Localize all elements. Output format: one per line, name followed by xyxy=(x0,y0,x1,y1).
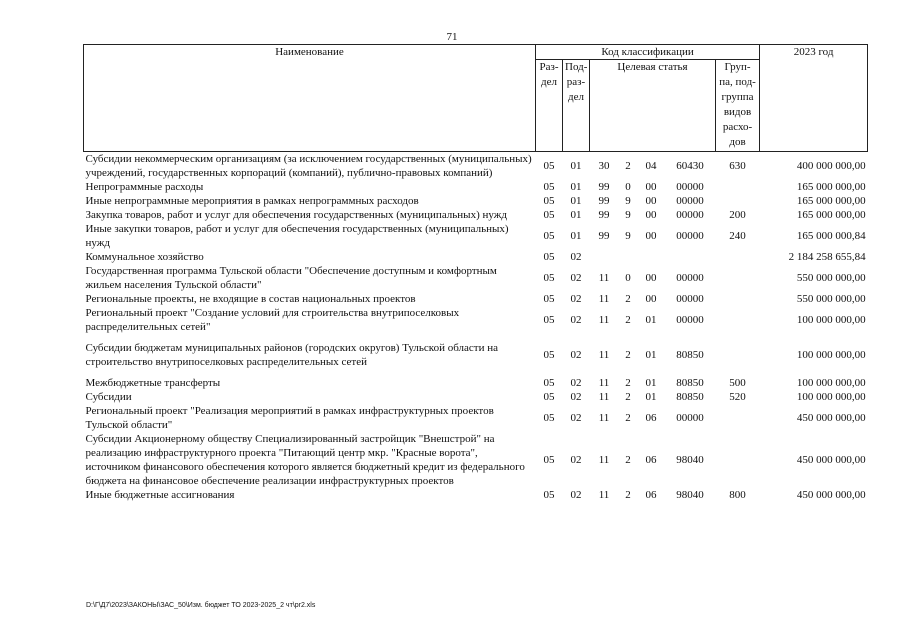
row-target-subprogram: 2 xyxy=(625,377,631,389)
row-amount: 165 000 000,84 xyxy=(796,230,866,242)
row-target-program: 99 xyxy=(598,195,610,207)
row-podrazdel: 01 xyxy=(570,195,582,207)
row-podrazdel: 02 xyxy=(570,272,582,284)
row-razdel: 05 xyxy=(543,489,555,501)
row-name: Закупка товаров, работ и услуг для обеспечения государственных (муниципальных) нужд xyxy=(85,209,507,221)
header-razdel: Раз- дел xyxy=(536,60,563,152)
header-name: Наименование xyxy=(84,45,536,152)
row-razdel: 05 xyxy=(543,454,555,466)
table-row xyxy=(84,292,868,306)
row-podrazdel: 01 xyxy=(570,209,582,221)
table-row xyxy=(84,306,868,334)
table-row xyxy=(84,180,868,194)
table-row xyxy=(84,432,868,488)
row-name: Субсидии бюджетам муниципальных районов (городских округов) Тульской области на строительство внутрипоселковых распределительных сетей xyxy=(85,342,499,368)
row-razdel: 05 xyxy=(543,209,555,221)
row-target-program: 11 xyxy=(598,349,610,361)
table-row xyxy=(84,334,868,376)
row-target-direction: 00000 xyxy=(676,230,704,242)
row-target-subprogram: 2 xyxy=(625,349,631,361)
row-name: Иные закупки товаров, работ и услуг для обеспечения государственных (муниципальных) нужд xyxy=(85,223,509,249)
row-target-program: 11 xyxy=(598,377,610,389)
row-podrazdel: 01 xyxy=(570,160,582,172)
row-expense-type xyxy=(716,180,760,194)
row-expense-type xyxy=(716,404,760,432)
row-name: Региональный проект "Создание условий для строительства внутрипоселковых распределительных сетей" xyxy=(85,307,460,333)
row-amount: 100 000 000,00 xyxy=(796,377,866,389)
table-row xyxy=(84,194,868,208)
row-target-event: 01 xyxy=(645,391,657,403)
row-target-direction: 00000 xyxy=(676,181,704,193)
row-podrazdel: 02 xyxy=(570,293,582,305)
row-target-subprogram: 0 xyxy=(625,181,631,193)
table-row xyxy=(84,404,868,432)
row-podrazdel: 02 xyxy=(570,314,582,326)
row-target-subprogram: 2 xyxy=(625,391,631,403)
row-target-direction: 98040 xyxy=(676,489,704,501)
row-name: Субсидии некоммерческим организациям (за исключением государственных (муниципальных) учреждений, государственных корпораций (компаний), публично-правовых компаний) xyxy=(85,153,532,179)
row-target-program: 11 xyxy=(598,454,610,466)
row-target-direction xyxy=(665,250,716,264)
header-group: Груп- па, под- группа видов расхо- дов xyxy=(716,60,760,152)
table-row xyxy=(84,222,868,250)
row-amount: 450 000 000,00 xyxy=(796,489,866,501)
row-target-subprogram xyxy=(619,250,638,264)
row-target-event: 00 xyxy=(645,181,657,193)
row-target-subprogram: 2 xyxy=(625,314,631,326)
row-target-direction: 80850 xyxy=(676,391,704,403)
row-name: Межбюджетные трансферты xyxy=(85,377,221,389)
row-target-event: 04 xyxy=(645,160,657,172)
row-name: Региональные проекты, не входящие в состав национальных проектов xyxy=(85,293,416,305)
row-name: Коммунальное хозяйство xyxy=(85,251,204,263)
row-target-subprogram: 9 xyxy=(625,230,631,242)
row-expense-type: 800 xyxy=(729,489,746,501)
row-target-event: 06 xyxy=(645,412,657,424)
row-target-direction: 00000 xyxy=(676,314,704,326)
row-expense-type: 630 xyxy=(729,160,746,172)
row-amount: 450 000 000,00 xyxy=(796,412,866,424)
row-podrazdel: 02 xyxy=(570,454,582,466)
row-target-direction: 00000 xyxy=(676,293,704,305)
row-target-event xyxy=(638,250,665,264)
row-target-subprogram: 9 xyxy=(625,195,631,207)
row-amount: 100 000 000,00 xyxy=(796,314,866,326)
row-amount: 165 000 000,00 xyxy=(796,181,866,193)
row-razdel: 05 xyxy=(543,314,555,326)
row-target-program: 30 xyxy=(598,160,610,172)
header-year: 2023 год xyxy=(760,45,868,152)
row-name: Региональный проект "Реализация мероприятий в рамках инфраструктурных проектов Тульской области" xyxy=(85,405,494,431)
row-amount: 450 000 000,00 xyxy=(796,454,866,466)
row-razdel: 05 xyxy=(543,160,555,172)
row-target-event: 00 xyxy=(645,209,657,221)
table-row xyxy=(84,264,868,292)
row-amount: 550 000 000,00 xyxy=(796,272,866,284)
row-razdel: 05 xyxy=(543,391,555,403)
table-row xyxy=(84,152,868,181)
row-target-event: 00 xyxy=(645,230,657,242)
budget-table xyxy=(83,44,868,502)
row-target-direction: 80850 xyxy=(676,377,704,389)
row-target-program: 11 xyxy=(598,412,610,424)
row-target-subprogram: 2 xyxy=(625,160,631,172)
row-target-program: 11 xyxy=(598,489,610,501)
row-razdel: 05 xyxy=(543,272,555,284)
row-expense-type: 200 xyxy=(729,209,746,221)
row-expense-type xyxy=(716,334,760,376)
row-target-program: 99 xyxy=(598,209,610,221)
row-expense-type: 240 xyxy=(729,230,746,242)
table-row xyxy=(84,488,868,502)
row-name: Иные бюджетные ассигнования xyxy=(85,489,235,501)
row-expense-type xyxy=(716,432,760,488)
row-expense-type xyxy=(716,306,760,334)
row-target-subprogram: 2 xyxy=(625,454,631,466)
row-amount: 100 000 000,00 xyxy=(796,391,866,403)
row-target-event: 06 xyxy=(645,454,657,466)
row-name: Государственная программа Тульской области "Обеспечение доступным и комфортным жильем населения Тульской области" xyxy=(85,265,497,291)
row-amount: 400 000 000,00 xyxy=(796,160,866,172)
row-target-subprogram: 2 xyxy=(625,412,631,424)
row-target-program xyxy=(590,250,619,264)
row-amount: 2 184 258 655,84 xyxy=(788,251,866,263)
header-target: Целевая статья xyxy=(590,60,716,152)
table-row xyxy=(84,390,868,404)
row-amount: 550 000 000,00 xyxy=(796,293,866,305)
row-target-event: 00 xyxy=(645,272,657,284)
row-podrazdel: 02 xyxy=(570,489,582,501)
header-podrazdel: Под- раз- дел xyxy=(563,60,590,152)
row-podrazdel: 01 xyxy=(570,181,582,193)
row-name: Иные непрограммные мероприятия в рамках непрограммных расходов xyxy=(85,195,419,207)
row-razdel: 05 xyxy=(543,230,555,242)
row-target-subprogram: 2 xyxy=(625,489,631,501)
row-podrazdel: 02 xyxy=(570,349,582,361)
row-expense-type xyxy=(716,194,760,208)
table-row xyxy=(84,208,868,222)
table-body xyxy=(84,152,868,503)
row-target-event: 06 xyxy=(645,489,657,501)
row-podrazdel: 02 xyxy=(570,251,582,263)
row-podrazdel: 02 xyxy=(570,412,582,424)
table-row xyxy=(84,250,868,264)
row-razdel: 05 xyxy=(543,195,555,207)
row-expense-type: 500 xyxy=(729,377,746,389)
row-razdel: 05 xyxy=(543,251,555,263)
row-razdel: 05 xyxy=(543,349,555,361)
row-podrazdel: 01 xyxy=(570,230,582,242)
row-target-program: 11 xyxy=(598,314,610,326)
row-target-program: 11 xyxy=(598,293,610,305)
row-expense-type xyxy=(716,292,760,306)
row-target-event: 00 xyxy=(645,293,657,305)
row-target-subprogram: 2 xyxy=(625,293,631,305)
row-target-direction: 98040 xyxy=(676,454,704,466)
row-podrazdel: 02 xyxy=(570,391,582,403)
row-razdel: 05 xyxy=(543,293,555,305)
row-target-direction: 00000 xyxy=(676,195,704,207)
row-target-subprogram: 0 xyxy=(625,272,631,284)
row-razdel: 05 xyxy=(543,181,555,193)
row-podrazdel: 02 xyxy=(570,377,582,389)
page-number: 71 xyxy=(446,31,458,43)
table-row xyxy=(84,376,868,390)
file-path-footer: D:\Г\Д7\2023\ЗАКОНЫ\ЗАС_50\Изм. бюджет ТО 2023-2025_2 чт\pr2.xls xyxy=(86,602,316,609)
row-target-direction: 00000 xyxy=(676,209,704,221)
row-target-event: 00 xyxy=(645,195,657,207)
row-target-event: 01 xyxy=(645,314,657,326)
row-name: Субсидии Акционерному обществу Специализированный застройщик "Внешстрой" на реализацию инфраструктурного проекта "Питающий центр мкр. "Красные ворота", источником финансового обеспечения которого является бюджетный кредит из федерального бюджета на финансовое обеспечение реализации инфраструктурных проектов xyxy=(85,433,525,487)
row-target-event: 01 xyxy=(645,377,657,389)
row-target-program: 11 xyxy=(598,272,610,284)
row-amount: 100 000 000,00 xyxy=(796,349,866,361)
row-target-program: 11 xyxy=(598,391,610,403)
row-target-direction: 60430 xyxy=(676,160,704,172)
row-expense-type xyxy=(716,250,760,264)
header-classification: Код классификации xyxy=(536,45,760,60)
row-target-subprogram: 9 xyxy=(625,209,631,221)
row-target-program: 99 xyxy=(598,181,610,193)
row-expense-type: 520 xyxy=(729,391,746,403)
row-target-direction: 80850 xyxy=(676,349,704,361)
row-amount: 165 000 000,00 xyxy=(796,209,866,221)
row-amount: 165 000 000,00 xyxy=(796,195,866,207)
row-razdel: 05 xyxy=(543,412,555,424)
row-razdel: 05 xyxy=(543,377,555,389)
row-target-direction: 00000 xyxy=(676,412,704,424)
row-name: Субсидии xyxy=(85,391,132,403)
row-target-program: 99 xyxy=(598,230,610,242)
row-expense-type xyxy=(716,264,760,292)
row-target-direction: 00000 xyxy=(676,272,704,284)
row-target-event: 01 xyxy=(645,349,657,361)
row-name: Непрограммные расходы xyxy=(85,181,204,193)
